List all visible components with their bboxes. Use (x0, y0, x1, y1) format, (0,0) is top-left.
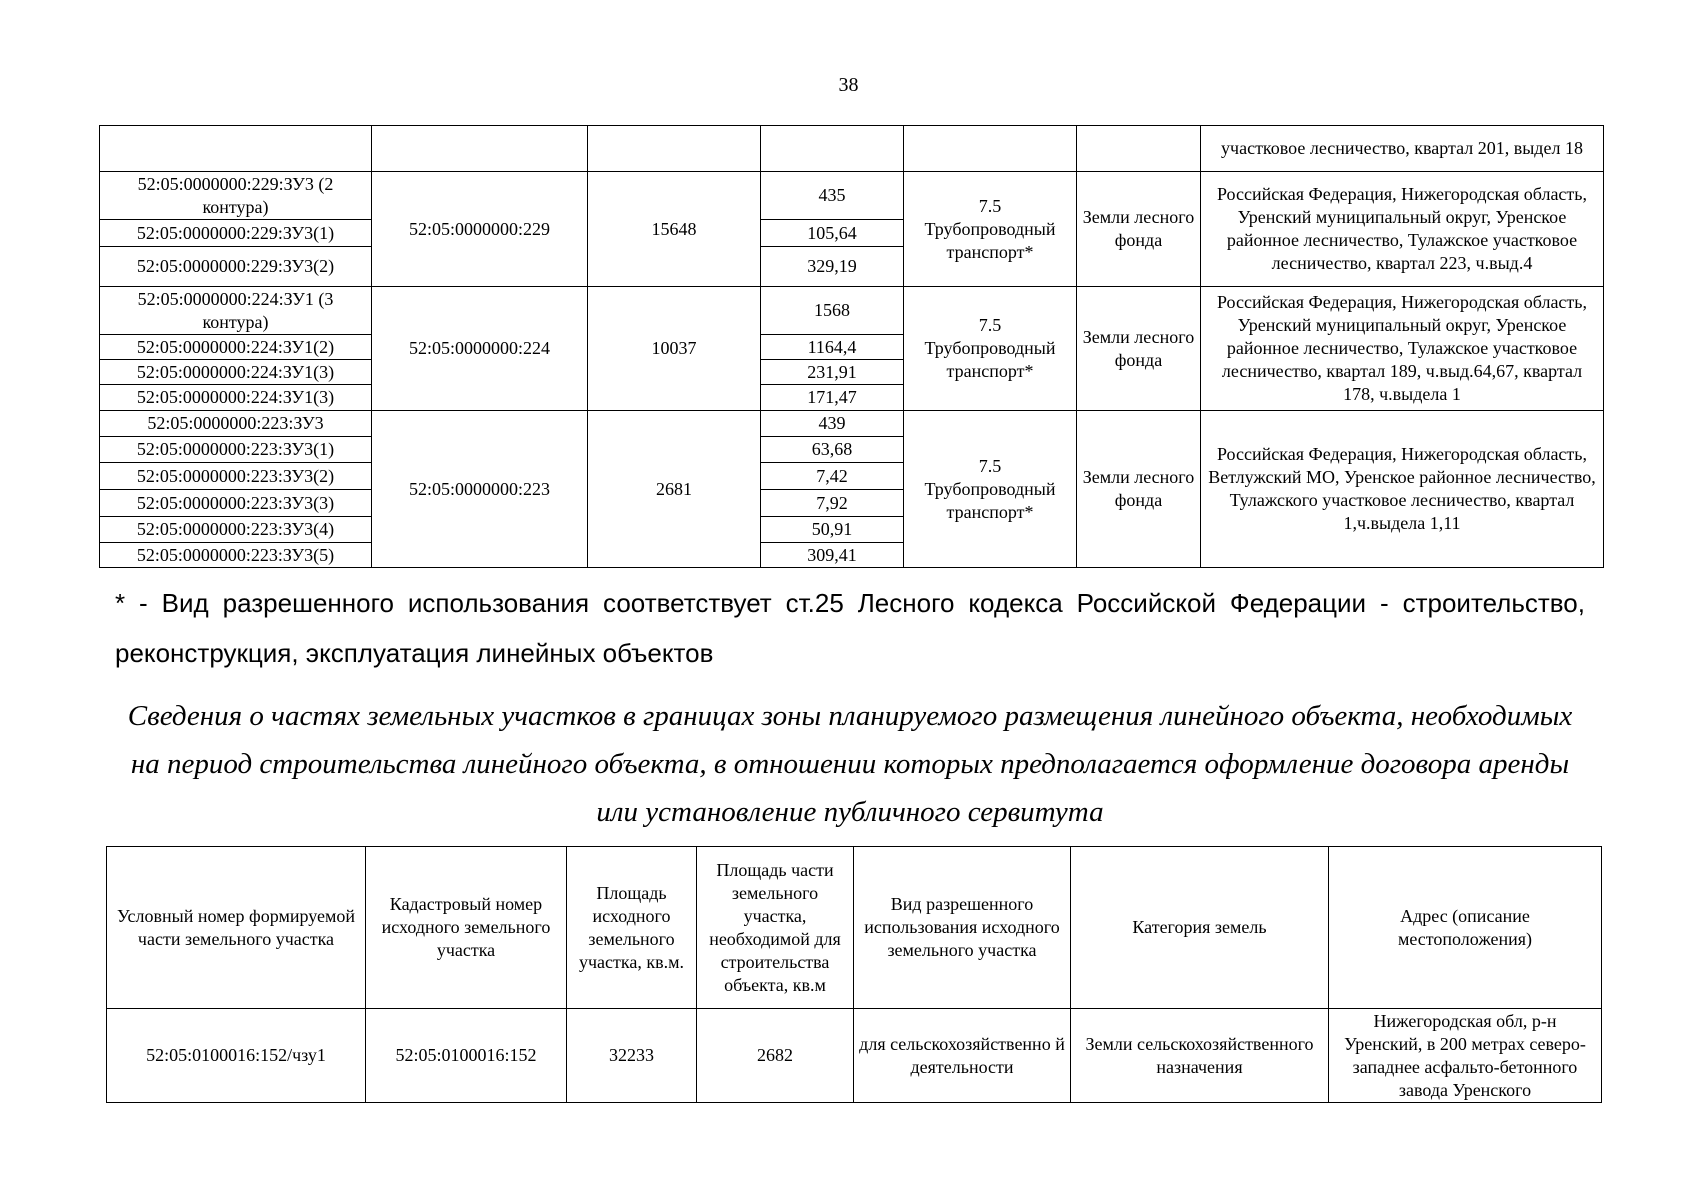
cadastral-cell: 52:05:0000000:223 (372, 411, 588, 568)
total-area-cell: 2681 (588, 411, 761, 568)
use-cell (904, 411, 1077, 568)
use-code: 7.5 (978, 315, 1002, 335)
use-cell (904, 172, 1077, 287)
part-number-cell: 52:05:0000000:223:ЗУ3(4) (100, 517, 372, 543)
part-number-cell: 52:05:0000000:223:ЗУ3(2) (100, 463, 372, 490)
address-cell: Российская Федерация, Нижегородская область, Ветлужский МО, Уренское районное лесничество, Тулажского участковое лесничество, квартал 1,ч.выдела 1,11 (1201, 411, 1604, 568)
column-header: Адрес (описание местоположения) (1329, 847, 1602, 1009)
category-cell: Земли лесного фонда (1077, 287, 1201, 411)
total-area-cell: 10037 (588, 287, 761, 411)
table-row (107, 1009, 1602, 1103)
part-area-cell: 7,92 (761, 490, 904, 517)
part-number-cell: 52:05:0000000:229:ЗУ3(1) (100, 220, 372, 247)
part-area-cell: 439 (761, 411, 904, 437)
part-number-cell: 52:05:0000000:223:ЗУ3(5) (100, 543, 372, 568)
part-area-cell: 231,91 (761, 360, 904, 385)
category-cell: Земли лесного фонда (1077, 411, 1201, 568)
table-row (100, 172, 1604, 220)
address-cell: Российская Федерация, Нижегородская область, Уренский муниципальный округ, Уренское районное лесничество, Тулажское участковое лесничество, квартал 223, ч.выд.4 (1201, 172, 1604, 287)
use-cell (904, 287, 1077, 411)
part-area-cell: 309,41 (761, 543, 904, 568)
part-number-cell: 52:05:0000000:223:ЗУ3(1) (100, 437, 372, 463)
column-header: Вид разрешенного использования исходного земельного участка (854, 847, 1071, 1009)
part-number-cell: 52:05:0000000:229:ЗУ3(2) (100, 247, 372, 287)
use-code: 7.5 (978, 455, 1002, 476)
table-row (100, 287, 1604, 335)
address-cell: участковое лесничество, квартал 201, выдел 18 (1201, 126, 1604, 172)
use-name: Трубопроводный транспорт* (924, 338, 1056, 381)
part-number-cell: 52:05:0000000:224:ЗУ1(3) (100, 360, 372, 385)
part-area-cell: 7,42 (761, 463, 904, 490)
part-number-cell: 52:05:0000000:224:ЗУ1 (3 контура) (100, 287, 372, 335)
part-area-cell: 171,47 (761, 385, 904, 411)
part-area-cell: 105,64 (761, 220, 904, 247)
land-parts-table (106, 846, 1602, 1103)
category-cell: Земли лесного фонда (1077, 172, 1201, 287)
column-header: Категория земель (1071, 847, 1329, 1009)
cadastral-cell: 52:05:0000000:229 (372, 172, 588, 287)
column-header: Площадь части земельного участка, необходимой для строительства объекта, кв.м (697, 847, 854, 1009)
column-header: Кадастровый номер исходного земельного участка (366, 847, 567, 1009)
part-number-cell: 52:05:0000000:229:ЗУ3 (2 контура) (100, 172, 372, 220)
use-name: Трубопроводный транспорт* (924, 478, 1056, 522)
column-header: Условный номер формируемой части земельного участка (107, 847, 366, 1009)
use-cell: для сельскохозяйственно й деятельности (854, 1009, 1071, 1103)
use-name: Трубопроводный транспорт* (924, 218, 1056, 262)
column-header: Площадь исходного земельного участка, кв.м. (567, 847, 697, 1009)
land-parcels-table (99, 125, 1604, 568)
total-area-cell: 32233 (567, 1009, 697, 1103)
use-code: 7.5 (978, 195, 1002, 216)
part-number-cell: 52:05:0000000:223:ЗУ3 (100, 411, 372, 437)
address-cell: Нижегородская обл, р-н Уренский, в 200 метрах северо-западнее асфальто-бетонного завода Уренского (1329, 1009, 1602, 1103)
part-area-cell: 329,19 (761, 247, 904, 287)
part-number-cell: 52:05:0000000:223:ЗУ3(3) (100, 490, 372, 517)
part-number-cell: 52:05:0000000:224:ЗУ1(3) (100, 385, 372, 411)
total-area-cell: 15648 (588, 172, 761, 287)
part-area-cell: 63,68 (761, 437, 904, 463)
part-area-cell: 1164,4 (761, 335, 904, 360)
part-area-cell: 435 (761, 172, 904, 220)
part-number-cell: 52:05:0000000:224:ЗУ1(2) (100, 335, 372, 360)
cadastral-cell: 52:05:0100016:152 (366, 1009, 567, 1103)
address-cell: Российская Федерация, Нижегородская область, Уренский муниципальный округ, Уренское районное лесничество, Тулажское участковое лесничество, квартал 189, ч.выд.64,67, квартал 178, ч.выдела 1 (1201, 287, 1604, 411)
part-area-cell: 50,91 (761, 517, 904, 543)
page-number: 38 (838, 74, 859, 96)
part-area-cell: 1568 (761, 287, 904, 335)
header-row (107, 847, 1602, 1009)
cadastral-cell: 52:05:0000000:224 (372, 287, 588, 411)
table-row (100, 411, 1604, 437)
part-area-cell: 2682 (697, 1009, 854, 1103)
part-number-cell: 52:05:0100016:152/чзу1 (107, 1009, 366, 1103)
footnote: * - Вид разрешенного использования соответствует ст.25 Лесного кодекса Российской Федерации - строительство, реконструкция, эксплуатация линейных объектов (115, 588, 1585, 668)
table-row (100, 126, 1604, 172)
section-title: Сведения о частях земельных участков в границах зоны планируемого размещения линейного объекта, необходимых на период строительства линейного объекта, в отношении которых предполагается оформление договора аренды или установление публичного сервитута (127, 700, 1573, 828)
category-cell: Земли сельскохозяйственного назначения (1071, 1009, 1329, 1103)
